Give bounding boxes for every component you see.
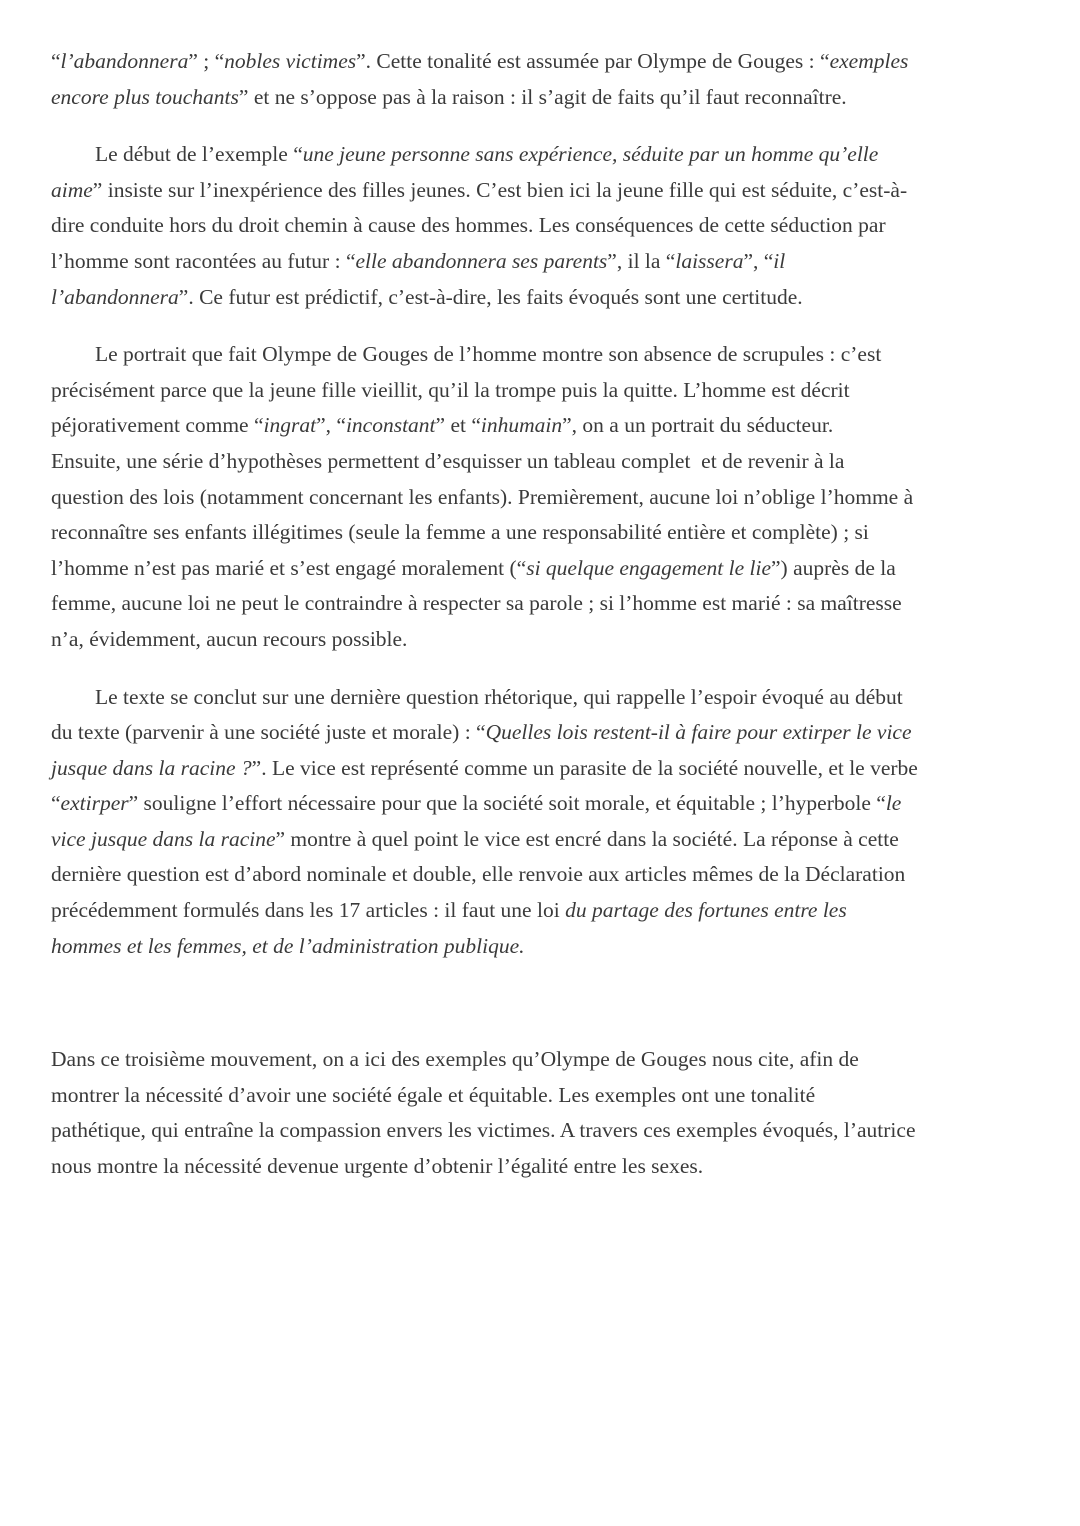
text-segment: l’homme n’est pas marié et s’est engagé moralement (“ <box>51 555 527 580</box>
italic-quote: une jeune personne sans expérience, séduite par un homme qu’elle <box>302 142 879 167</box>
text-segment: ”. Cette tonalité est assumée par Olympe de Gouges : “ <box>356 49 830 73</box>
paragraph <box>51 44 1051 115</box>
text-line <box>51 929 1051 965</box>
text-line <box>51 408 1051 444</box>
text-line <box>51 551 1051 587</box>
text-segment: nous montre la nécessité devenue urgente d’obtenir l’égalité entre les sexes. <box>51 1154 704 1179</box>
italic-quote: si quelque engagement le lie <box>526 555 772 580</box>
text-line <box>51 373 1051 409</box>
text-line <box>51 480 1051 516</box>
text-line <box>51 586 1051 622</box>
text-segment: ” ; “ <box>188 49 225 73</box>
text-segment: dernière question est d’abord nominale et double, elle renvoie aux articles mêmes de la Déclaration <box>51 862 906 887</box>
italic-quote: aime <box>51 177 93 202</box>
text-segment: Dans ce troisième mouvement, on a ici des exemples qu’Olympe de Gouges nous cite, afin de <box>51 1047 859 1072</box>
italic-quote: vice jusque dans la racine <box>51 826 276 851</box>
text-line <box>51 1042 1051 1078</box>
text-segment: n’a, évidemment, aucun recours possible. <box>51 626 408 651</box>
paragraph <box>51 680 1051 965</box>
text-line <box>51 822 1051 858</box>
text-segment: ”. Ce futur est prédictif, c’est-à-dire, les faits évoqués sont une certitude. <box>178 284 803 309</box>
text-segment: ”, “ <box>316 413 346 438</box>
text-segment: péjorativement comme “ <box>51 413 264 438</box>
text-line <box>51 444 1051 480</box>
text-line <box>51 751 1051 787</box>
italic-quote: extirper <box>60 791 129 816</box>
italic-quote: laissera <box>675 248 744 273</box>
italic-quote: inhumain <box>480 413 563 438</box>
text-segment: question des lois (notamment concernant les enfants). Premièrement, aucune loi n’oblige l’homme à <box>51 484 914 509</box>
italic-quote: jusque dans la racine ? <box>51 755 252 780</box>
text-line <box>51 80 1051 116</box>
document-body <box>51 44 1051 1207</box>
text-line <box>51 715 1051 751</box>
text-segment: précédemment formulés dans les 17 articles : il faut une loi <box>51 898 566 923</box>
text-segment: femme, aucune loi ne peut le contraindre à respecter sa parole ; si l’homme est marié : sa maîtresse <box>51 591 902 616</box>
text-segment: du texte (parvenir à une société juste et morale) : “ <box>51 720 486 745</box>
text-segment: Ensuite, une série d’hypothèses permettent d’esquisser un tableau complet et de revenir à la <box>51 448 845 473</box>
italic-quote: nobles victimes <box>224 49 357 73</box>
text-segment: “ <box>51 49 61 73</box>
text-segment: montrer la nécessité d’avoir une société égale et équitable. Les exemples ont une tonalité <box>51 1082 816 1107</box>
italic-quote: il <box>773 248 786 273</box>
italic-quote: Quelles lois restent-il à faire pour extirper le vice <box>485 720 912 745</box>
text-segment: Le texte se conclut sur une dernière question rhétorique, qui rappelle l’espoir évoqué au début <box>95 684 903 709</box>
italic-quote: l’abandonnera <box>51 284 179 309</box>
text-line <box>51 280 1051 316</box>
italic-quote: inconstant <box>345 413 436 438</box>
text-segment: dire conduite hors du droit chemin à cause des hommes. Les conséquences de cette séduction par <box>51 213 886 238</box>
italic-quote: le <box>885 791 902 816</box>
text-line <box>51 337 1051 373</box>
text-line <box>51 786 1051 822</box>
text-segment: ” et ne s’oppose pas à la raison : il s’agit de faits qu’il faut reconnaître. <box>238 84 847 109</box>
text-line <box>51 1149 1051 1185</box>
text-segment: ”, il la “ <box>607 248 676 273</box>
text-segment: ”. Le vice est représenté comme un parasite de la société nouvelle, et le verbe <box>251 755 918 780</box>
text-segment: Le portrait que fait Olympe de Gouges de l’homme montre son absence de scrupules : c’est <box>95 342 882 367</box>
text-line <box>51 244 1051 280</box>
paragraph <box>51 1042 1051 1184</box>
text-segment: ” et “ <box>435 413 481 438</box>
text-segment: ”, “ <box>743 248 774 273</box>
text-line <box>51 173 1051 209</box>
text-line <box>51 44 1051 80</box>
text-segment: ”) auprès de la <box>771 555 896 580</box>
text-segment: l’homme sont racontées au futur : “ <box>51 248 356 273</box>
paragraph <box>51 137 1051 315</box>
italic-quote: hommes et les femmes, et de l’administration publique. <box>51 933 525 958</box>
text-segment: ” souligne l’effort nécessaire pour que la société soit morale, et équitable ; l’hyperbole “ <box>128 791 886 816</box>
text-segment: précisément parce que la jeune fille vieillit, qu’il la trompe puis la quitte. L’homme est décrit <box>51 377 850 402</box>
paragraph <box>51 337 1051 657</box>
text-line <box>51 1078 1051 1114</box>
text-line <box>51 893 1051 929</box>
text-line <box>51 208 1051 244</box>
italic-quote: elle abandonnera ses parents <box>355 248 608 273</box>
text-segment: ” insiste sur l’inexpérience des filles jeunes. C’est bien ici la jeune fille qui est séduite, c’est-à- <box>92 177 908 202</box>
italic-quote: encore plus touchants <box>51 84 239 109</box>
text-line <box>51 137 1051 173</box>
text-segment: ”, on a un portrait du séducteur. <box>562 413 834 438</box>
text-line <box>51 857 1051 893</box>
text-line <box>51 622 1051 658</box>
italic-quote: l’abandonnera <box>60 49 189 73</box>
text-segment: “ <box>51 791 61 816</box>
text-segment: Le début de l’exemple “ <box>95 142 303 167</box>
text-line <box>51 1113 1051 1149</box>
text-line <box>51 680 1051 716</box>
text-segment: pathétique, qui entraîne la compassion envers les victimes. A travers ces exemples évoqués, l’autrice <box>51 1118 916 1143</box>
text-segment: reconnaître ses enfants illégitimes (seule la femme a une responsabilité entière et complète) ; si <box>51 520 869 545</box>
text-line <box>51 515 1051 551</box>
text-segment: ” montre à quel point le vice est encré dans la société. La réponse à cette <box>275 826 899 851</box>
italic-quote: ingrat <box>263 413 317 438</box>
italic-quote: exemples <box>829 49 909 73</box>
italic-quote: du partage des fortunes entre les <box>565 898 847 923</box>
